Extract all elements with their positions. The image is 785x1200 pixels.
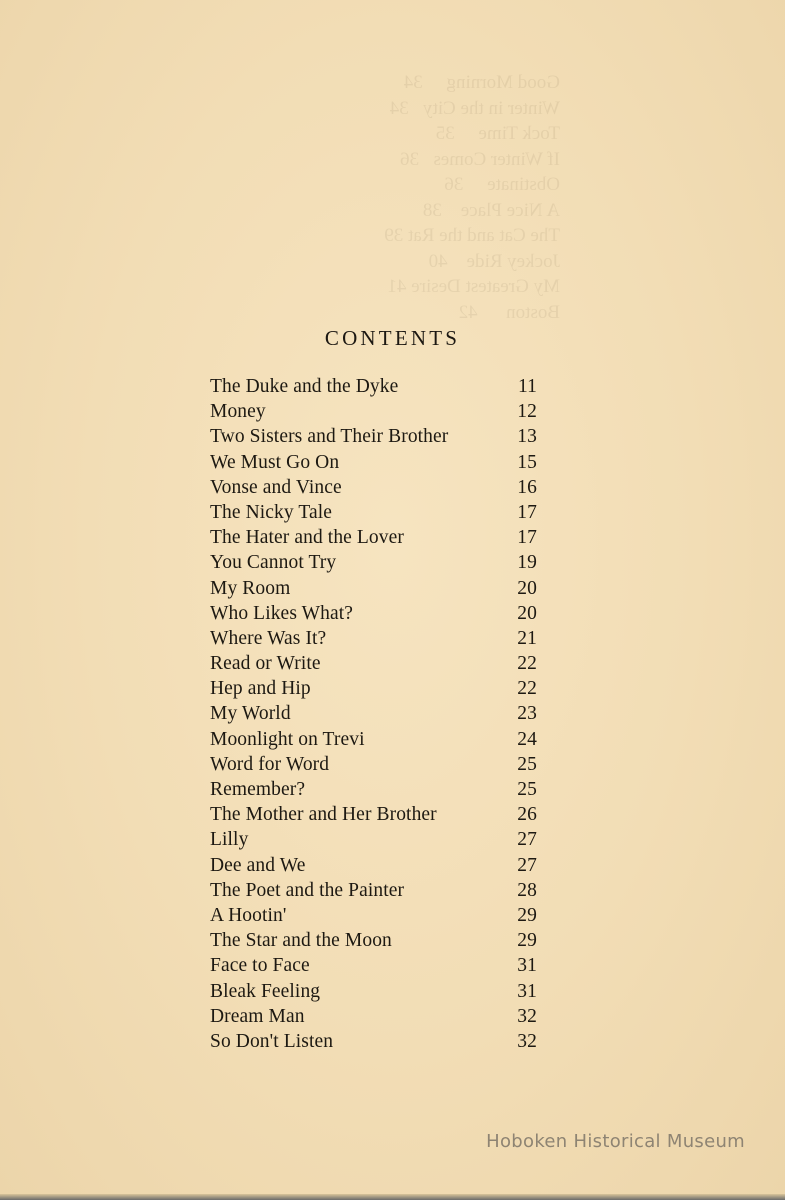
toc-entry-page-number: 20 — [517, 602, 537, 624]
toc-entry-title: Who Likes What? — [210, 602, 354, 624]
toc-entry-page-number: 17 — [517, 501, 537, 523]
toc-entry-page-number: 29 — [517, 904, 537, 926]
toc-entry — [210, 1006, 537, 1031]
toc-entry — [210, 955, 537, 980]
toc-entry-page-number: 15 — [517, 451, 537, 473]
toc-entry — [210, 678, 537, 703]
toc-entry-title: A Hootin' — [210, 904, 287, 926]
table-of-contents — [210, 376, 537, 1056]
toc-entry — [210, 527, 537, 552]
toc-entry-title: The Star and the Moon — [210, 930, 392, 952]
toc-entry — [210, 729, 537, 754]
toc-entry-title: Dream Man — [210, 1005, 305, 1027]
toc-entry-title: The Hater and the Lover — [210, 527, 404, 549]
toc-entry-page-number: 17 — [517, 527, 537, 549]
toc-entry-title: Two Sisters and Their Brother — [210, 426, 449, 448]
toc-entry-title: Where Was It? — [210, 627, 327, 649]
toc-entry — [210, 477, 537, 502]
toc-entry-title: We Must Go On — [210, 451, 340, 473]
toc-entry-page-number: 24 — [517, 728, 537, 750]
toc-entry — [210, 628, 537, 653]
toc-entry-page-number: 13 — [517, 426, 537, 448]
toc-entry-title: Money — [210, 401, 266, 423]
toc-entry-page-number: 22 — [517, 678, 537, 700]
toc-entry-title: The Poet and the Painter — [210, 879, 405, 901]
toc-entry-title: The Mother and Her Brother — [210, 804, 437, 826]
toc-entry-title: The Nicky Tale — [210, 501, 333, 523]
toc-entry — [210, 1031, 537, 1056]
toc-entry-page-number: 26 — [517, 804, 537, 826]
toc-entry — [210, 603, 537, 628]
toc-entry-page-number: 12 — [517, 401, 537, 423]
toc-entry — [210, 880, 537, 905]
toc-entry — [210, 376, 537, 401]
toc-entry — [210, 452, 537, 477]
show-through-text: Good Morning 34 Winter in the City 34 Tock Time 35 If Winter Comes 36 Obstinate 36 A Nice Place 38 The Cat and the Rat 39 Jockey Ride 40 My Greatest Desire 41 Boston 42 — [384, 72, 560, 323]
toc-entry-page-number: 31 — [517, 980, 537, 1002]
toc-entry-page-number: 16 — [517, 476, 537, 498]
toc-entry-page-number: 32 — [517, 1030, 537, 1052]
toc-entry-page-number: 25 — [517, 753, 537, 775]
toc-entry-page-number: 29 — [517, 930, 537, 952]
toc-entry — [210, 829, 537, 854]
toc-entry-page-number: 31 — [517, 955, 537, 977]
toc-entry-title: Bleak Feeling — [210, 980, 321, 1002]
toc-entry-page-number: 19 — [517, 552, 537, 574]
toc-entry-page-number: 28 — [517, 879, 537, 901]
toc-entry — [210, 779, 537, 804]
toc-entry-page-number: 22 — [517, 653, 537, 675]
toc-entry-title: Lilly — [210, 829, 249, 851]
toc-entry — [210, 981, 537, 1006]
toc-entry — [210, 552, 537, 577]
toc-entry-page-number: 27 — [517, 854, 537, 876]
toc-entry-page-number: 32 — [517, 1005, 537, 1027]
toc-entry — [210, 930, 537, 955]
toc-entry-page-number: 23 — [517, 703, 537, 725]
museum-watermark: Hoboken Historical Museum — [486, 1131, 745, 1152]
page-title: CONTENTS — [324, 326, 461, 350]
toc-entry-page-number: 27 — [517, 829, 537, 851]
page-bottom-edge — [0, 1194, 785, 1200]
toc-entry-title: You Cannot Try — [210, 552, 337, 574]
toc-entry-title: My Room — [210, 577, 291, 599]
toc-entry — [210, 754, 537, 779]
toc-entry-title: Remember? — [210, 779, 306, 800]
toc-entry — [210, 804, 537, 829]
toc-entry — [210, 578, 537, 603]
toc-entry-page-number: 25 — [517, 779, 537, 800]
toc-entry — [210, 653, 537, 678]
toc-entry — [210, 703, 537, 728]
toc-entry-title: Moonlight on Trevi — [210, 728, 365, 750]
toc-entry-page-number: 20 — [517, 577, 537, 599]
toc-entry-title: So Don't Listen — [210, 1030, 334, 1052]
toc-entry — [210, 426, 537, 451]
toc-entry — [210, 401, 537, 426]
toc-entry-title: Read or Write — [210, 653, 321, 675]
toc-entry — [210, 855, 537, 880]
toc-entry-title: The Duke and the Dyke — [210, 376, 399, 397]
toc-entry-title: Dee and We — [210, 854, 306, 876]
toc-entry — [210, 905, 537, 930]
toc-entry-title: My World — [210, 703, 291, 725]
toc-entry-title: Face to Face — [210, 955, 310, 977]
toc-entry-title: Vonse and Vince — [210, 476, 342, 498]
toc-entry-page-number: 21 — [517, 627, 537, 649]
toc-entry-title: Word for Word — [210, 753, 330, 775]
toc-entry-page-number: 11 — [518, 376, 537, 397]
toc-entry — [210, 502, 537, 527]
toc-entry-title: Hep and Hip — [210, 678, 311, 700]
